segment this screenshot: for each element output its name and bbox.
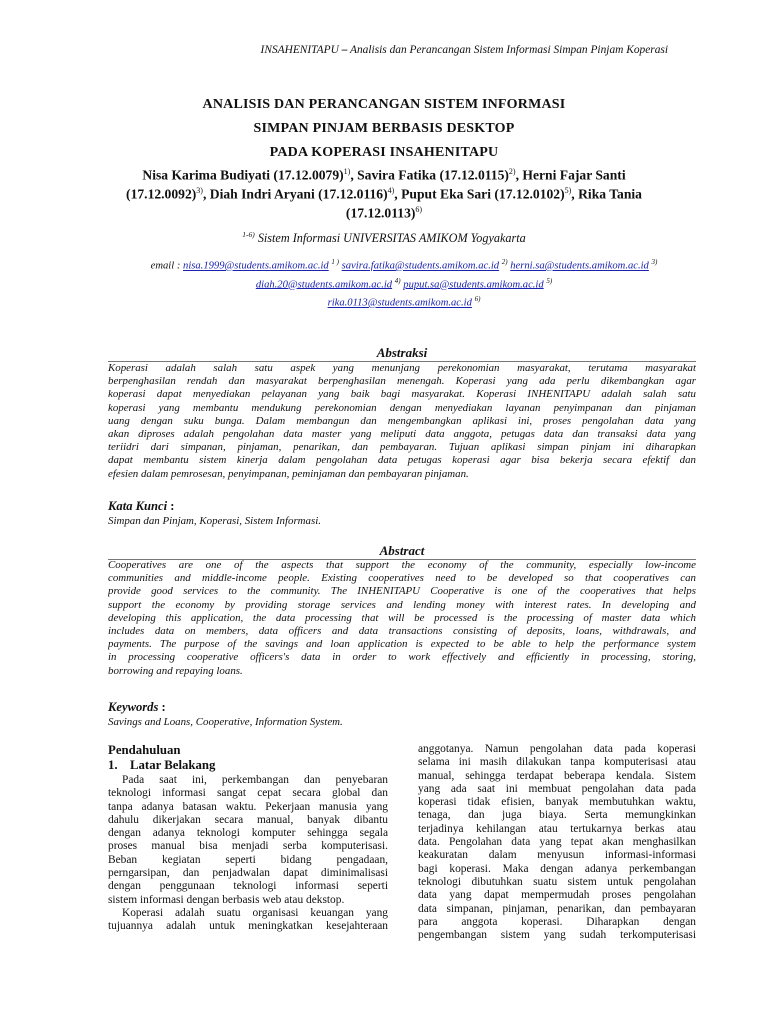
- body-line: data. Pengolahan data yang tepat akan menghasilkan: [418, 836, 696, 849]
- abstract-line: includes data on members, data officers and data transactions consisting of deposits, loans, withdrawals, and: [108, 625, 696, 638]
- author-sup: 4): [387, 186, 395, 196]
- body-line: yang ada saat ini membuat pengolahan data pada: [418, 782, 696, 795]
- abstract-line: developing this application, the data processing that will be processed is the processing of master data which: [108, 611, 696, 624]
- abstract-body: [108, 559, 696, 678]
- subsection-heading-latar-belakang: [108, 758, 388, 773]
- author-name: Savira Fatika (17.12.0115): [357, 167, 509, 183]
- body-line: tenaga, dan juga biaya. Serta memungkinkan: [418, 809, 696, 822]
- author-sup: 2): [508, 167, 516, 176]
- journal-name: INSAHENITAPU: [260, 44, 339, 56]
- subsection-number: 1.: [108, 758, 118, 772]
- body-line: Koperasi adalah suatu organisasi keuangan yang: [122, 906, 388, 919]
- abstraksi-line: berpenghasilan rendah dan masyarakat berpenghasilan menengah. Koperasi yang ada perlu dikembangkan agar: [108, 375, 696, 388]
- running-head-subtitle: Analisis dan Perancangan Sistem Informasi Simpan Pinjam Koperasi: [350, 44, 668, 56]
- body-line: proses manual bisa menjadi serba komputerisasi.: [108, 840, 388, 853]
- abstract-line: in processing cooperative officers's data in order to work effectively and efficiently in processing, storing,: [108, 651, 696, 664]
- author-name: Nisa Karima Budiyati (17.12.0079): [142, 167, 344, 183]
- body-line: perngarsipan, dan penjadwalan dapat diminimalisasi: [108, 867, 388, 880]
- affiliation-sup: 1-6): [242, 230, 255, 239]
- author-sep: ,: [394, 186, 402, 202]
- body-line: dengan penggunaan teknologi informasi seperti: [108, 880, 388, 893]
- abstraksi-line: efesien dalam pemrosesan, penyimpanan, peminjaman dan pembayaran pinjaman.: [108, 467, 469, 480]
- paper-title: [90, 93, 678, 165]
- subsection-title: Latar Belakang: [130, 758, 216, 772]
- abstract-line: borrowing and repaying loans.: [108, 664, 243, 677]
- body-line: data simpanan, pinjaman, penarikan, dan pembayaran: [418, 902, 696, 915]
- keywords-colon: :: [158, 700, 166, 714]
- email-link[interactable]: nisa.1999@students.amikom.ac.id: [183, 260, 329, 272]
- abstract-line: payments. The purpose of the savings and loan application is expected to be able to help the performance system: [108, 638, 696, 651]
- body-line: anggotanya. Namun pengolahan data pada koperasi: [418, 743, 696, 755]
- abstraksi-line: akan diproses adalah pengolahan data master yang meliputi data anggota, petugas data dan transaksi data yang: [108, 428, 696, 441]
- email-link[interactable]: rika.0113@students.amikom.ac.id: [327, 297, 472, 309]
- body-line: data yang dapat mempermudah proses pengolahan: [418, 889, 696, 902]
- author-sep: ,: [202, 186, 210, 202]
- author-name: Puput Eka Sari (17.12.0102): [401, 186, 565, 202]
- kata-kunci-heading: [108, 499, 174, 514]
- body-line: manual, sehingga terdapat beberapa kendala. Sistem: [418, 769, 696, 782]
- body-right-column: [418, 743, 696, 942]
- affiliation: [100, 227, 668, 246]
- abstraksi-line: Koperasi adalah salah satu aspek yang menunjang perekonomian masyarakat, terutama masyarakat: [108, 362, 696, 374]
- email-link[interactable]: diah.20@students.amikom.ac.id: [255, 279, 393, 291]
- body-line: teknologi informasi sangat cepat secara global dan: [108, 787, 388, 800]
- abstraksi-line: teriidri dari simpanan, pinjaman, penarikan, dan pembayaran. Tujuan aplikasi simpan pinjam ini diharapkan: [108, 441, 696, 454]
- body-line: Beban kegiatan seperti bidang pengadaan,: [108, 853, 388, 866]
- body-line: bagi koperasi. Maka dengan adanya perkembangan: [418, 862, 696, 875]
- author-sep: ,: [350, 167, 358, 183]
- keywords-text: Savings and Loans, Cooperative, Information System.: [108, 716, 343, 728]
- abstraksi-line: uang dengan suku bunga. Dalam membangun dan mengembangkan aplikasi ini, proses pengolahan data yang: [108, 414, 696, 427]
- abstract-heading: Abstract: [379, 543, 425, 558]
- email-sup: 4): [394, 276, 401, 285]
- body-line: teknologi dibutuhkan suatu sistem untuk pengolahan: [418, 875, 696, 888]
- abstraksi-line: dapat membantu sistem kinerja dalam pengolahan data petugas koperasi agar bisa bekerja secara efektif dan: [108, 454, 696, 467]
- body-line: dahulu dikerjakan secara manual, banyak dibantu: [108, 813, 388, 826]
- email-link[interactable]: savira.fatika@students.amikom.ac.id: [341, 260, 500, 272]
- body-line: tanpa adanya batasan waktu. Pekerjaan manusia yang: [108, 800, 388, 813]
- body-line: para anggota koperasi. Diharapkan dengan: [418, 915, 696, 928]
- body-line: terjadinya kehilangan atau tertukarnya berkas atau: [418, 822, 696, 835]
- author-name: Diah Indri Aryani (17.12.0116): [209, 186, 388, 202]
- abstraksi-line: koperasi yang membantu mendukung perekonomian dengan menyediakan layanan penyimpanan dan pinjaman: [108, 401, 696, 414]
- author-sup: 1): [343, 167, 351, 176]
- keywords-label: Keywords: [108, 700, 159, 714]
- author-sep: ,: [571, 186, 579, 202]
- email-link[interactable]: herni.sa@students.amikom.ac.id: [510, 260, 649, 272]
- email-list: [84, 255, 724, 311]
- body-line: keakuratan dalam menyusun informasi-informasi: [418, 849, 696, 862]
- body-left-column: [108, 743, 388, 934]
- body-line: Pada saat ini, perkembangan dan penyebaran: [122, 774, 388, 786]
- body-line: koperasi tidak efisien, banyak membutuhkan waktu,: [418, 796, 696, 809]
- kata-kunci-colon: :: [167, 499, 175, 513]
- abstract-line: Cooperatives are one of the aspects that support the economy of the community, especially low-income: [108, 559, 696, 571]
- email-sup: 1 ): [331, 258, 339, 266]
- running-head-dash: –: [341, 44, 348, 56]
- author-list: [110, 164, 658, 221]
- email-sup: 2): [501, 258, 508, 266]
- title-line-1: ANALISIS DAN PERANCANGAN SISTEM INFORMASI: [202, 97, 566, 112]
- email-prefix: email :: [150, 260, 184, 272]
- abstract-line: provide good services to the community. The INHENITAPU Cooperative is one of the cooperatives that helps: [108, 585, 696, 598]
- body-line: pengembangan sistem yang sudah terkomputerisasi: [418, 929, 696, 942]
- email-sup: 3): [651, 258, 658, 266]
- title-line-3: PADA KOPERASI INSAHENITAPU: [269, 145, 499, 160]
- body-line: sistem informasi dengan berbasis web atau dekstop.: [108, 893, 345, 906]
- author-sup: 3): [196, 186, 203, 196]
- running-head: [100, 43, 668, 57]
- author-sup: 5): [564, 186, 572, 196]
- kata-kunci-text: Simpan dan Pinjam, Koperasi, Sistem Informasi.: [108, 515, 321, 527]
- body-line: tujuannya adalah untuk meningkatkan kesejahteraan: [108, 920, 388, 933]
- affiliation-text: Sistem Informasi UNIVERSITAS AMIKOM Yogyakarta: [257, 231, 526, 246]
- abstract-line: support the economy by providing storage services and lending money with interest rates. In developing and: [108, 598, 696, 611]
- keywords-heading: [108, 700, 166, 715]
- section-heading-pendahuluan: Pendahuluan: [108, 743, 181, 757]
- abstract-line: communities and middle-income people. Existing cooperatives need to be developed so that cooperatives can: [108, 572, 696, 585]
- email-sup: 5): [546, 276, 553, 285]
- title-line-2: SIMPAN PINJAM BERBASIS DESKTOP: [253, 121, 515, 136]
- author-name: Herni Fajar Santi (17.12.0092): [126, 167, 626, 202]
- author-sup: 6): [415, 205, 423, 215]
- email-link[interactable]: puput.sa@students.amikom.ac.id: [403, 279, 544, 291]
- author-name: Rika Tania (17.12.0113): [345, 186, 642, 221]
- abstraksi-heading: Abstraksi: [376, 345, 428, 360]
- abstraksi-body: [108, 362, 696, 481]
- body-line: selama ini masih dilakukan tanpa komputerisasi atau: [418, 756, 696, 769]
- kata-kunci-label: Kata Kunci: [108, 499, 168, 513]
- email-sup: 6): [474, 295, 481, 304]
- body-line: dengan adanya teknologi komputer sehingga segala: [108, 827, 388, 840]
- author-sep: ,: [515, 167, 523, 183]
- abstraksi-line: koperasi dapat menyediakan pelayanan yang baik bagi masyarakat. Koperasi INHENITAPU adalah salah satu: [108, 388, 696, 401]
